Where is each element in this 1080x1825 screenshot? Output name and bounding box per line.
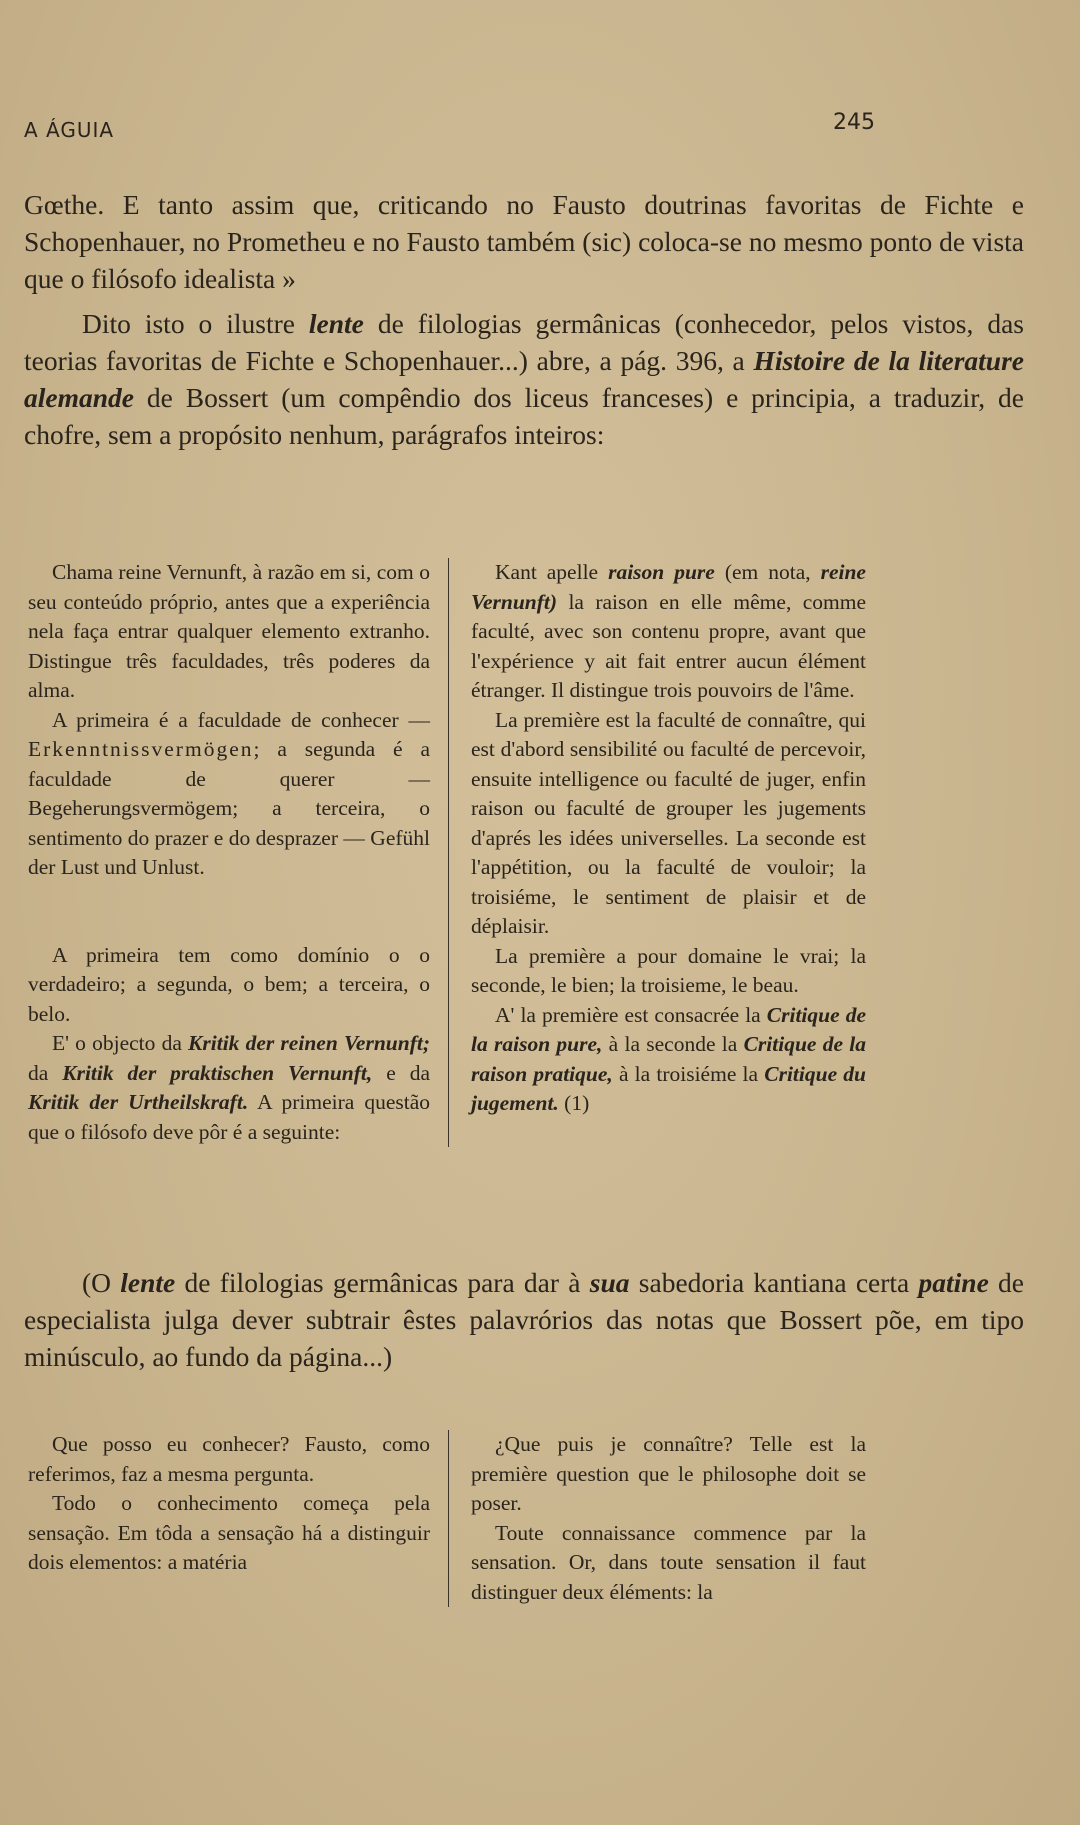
work-title: Kritik der Urtheilskraft. [28,1090,249,1114]
text-run: sabedoria kantiana certa [629,1267,919,1298]
middle-commentary [24,1264,1024,1375]
pt-paragraph-1: Chama reine Vernunft, à razão em si, com o seu conteúdo próprio, antes que a experiência nela faça entrar qualquer elemento extranho. Distingue três faculdades, três poderes da alma. [28,560,430,702]
text-run: de especialista julga dever subtrair êstes palavrórios das notas que Bossert põe, em tipo minúsculo, ao fundo da página...) [24,1267,1024,1372]
text-run: A primeira questão que o filósofo deve pôr é a seguinte: [28,1090,431,1144]
text-run: A' la première est consacrée la [495,1002,767,1027]
pt-paragraph-4 [28,1029,430,1147]
text-run: à la seconde la [602,1032,744,1056]
pt-paragraph-6: Todo o conhecimento começa pela sensação. Em tôda a sensação há a distinguir dois elementos: a matéria [28,1491,430,1574]
work-title: Critique de la raison pratique, [471,1032,866,1086]
emphasis-sua: sua [589,1267,630,1298]
text-run: (em nota, [714,560,821,584]
german-term: Erkenntnissvermögen [28,737,254,761]
fr-paragraph-5: ¿Que puis je connaître? Telle est la première question que le philosophe doit se poser. [471,1432,866,1515]
work-title: Critique de la raison pure, [471,1002,867,1056]
fr-paragraph-2: La première est la faculté de connaître, qui est d'abord sensibilité ou faculté de percevoir, ensuite intelligence ou faculté de juger, enfin raison ou faculté de grouper les jugements d'aprés les idées universelles. La seconde est l'appétition, ou la faculté de vouloir; la troisiéme, le sentiment de plaisir et de déplaisir. [471,707,866,938]
text-run: A primeira é a faculdade de conhecer — [52,707,430,732]
work-title: Critique du jugement. [471,1061,866,1115]
emphasis-lente: lente [120,1267,176,1298]
portuguese-column [28,558,448,1147]
term-raison-pure: raison pure [608,560,715,584]
text-run: ; a segunda é a faculdade de querer — [28,737,430,791]
pt-paragraph-5: Que posso eu conhecer? Fausto, como referimos, faz a mesma pergunta. [28,1432,430,1486]
commentary-aside [24,1264,1024,1375]
text-run: à la troisiéme la [612,1061,765,1086]
footnote-marker: (1) [558,1091,590,1115]
page-number: 245 [833,110,875,135]
french-column [448,558,866,1147]
pt-paragraph-3: A primeira tem como domínio o o verdadeiro; a segunda, o bem; a terceira, o belo. [28,942,430,1026]
german-term: Begeherungsvermögem [28,796,233,820]
book-title: Histoire de la literature alemande [24,345,1024,413]
text-run: E' o objecto da [52,1031,189,1055]
text-run: ; a terceira, o sentimento do prazer e do desprazer — Gefühl der Lust und Unlust. [28,796,430,879]
fr-paragraph-3: La première a pour domaine le vrai; la seconde, le bien; la troisieme, le beau. [471,943,866,997]
fr-paragraph-4 [471,1001,866,1119]
work-title: Kritik der praktischen Vernunft, [62,1060,373,1085]
text-run: Dito isto o ilustre [82,308,309,339]
commentary-paragraph [24,305,1024,453]
pt-paragraph-2 [28,706,430,883]
portuguese-column [28,1430,448,1607]
text-run: (O [82,1267,121,1298]
emphasis-patine: patine [918,1267,989,1298]
fr-paragraph-1 [471,558,866,706]
text-run: de filologias germânicas para dar à [175,1267,590,1298]
emphasis-lente: lente [308,308,364,339]
work-title: Kritik der reinen Vernunft; [188,1031,430,1055]
text-run: de filologias germânicas (conhecedor, pelos vistos, das teorias favoritas de Fichte e Schopenhauer...) abre, a pág. 396, a [24,308,1024,376]
column-gap [28,883,430,941]
comparison-columns-2 [28,1430,1028,1607]
quote-ending-paragraph: Gœthe. E tanto assim que, criticando no Fausto doutrinas favoritas de Fichte e Schopenhauer, no Prometheu e no Fausto também (sic) coloca-se no mesmo ponto de vista que o filósofo idealista » [24,189,1024,294]
running-head: A ÁGUIA [24,118,115,142]
text-run: la raison en elle même, comme faculté, avec son contenu propre, avant que l'expérience y ait fait entrer aucun élément étranger. Il distingue trois pouvoirs de l'âme. [471,589,866,702]
text-run: e da [372,1060,430,1085]
text-run: Kant apelle [495,560,609,584]
intro-section [24,186,1024,453]
comparison-columns-1 [28,558,1028,1147]
fr-paragraph-6: Toute connaissance commence par la sensation. Or, dans toute sensation il faut distinguer deux éléments: la [471,1520,866,1604]
term-reine-vernunft: reine Vernunft) [471,560,866,614]
text-run: da [28,1060,63,1085]
text-run: de Bossert (um compêndio dos liceus franceses) e principia, a traduzir, de chofre, sem a propósito nenhum, parágrafos inteiros: [24,382,1024,450]
french-column [448,1430,866,1607]
